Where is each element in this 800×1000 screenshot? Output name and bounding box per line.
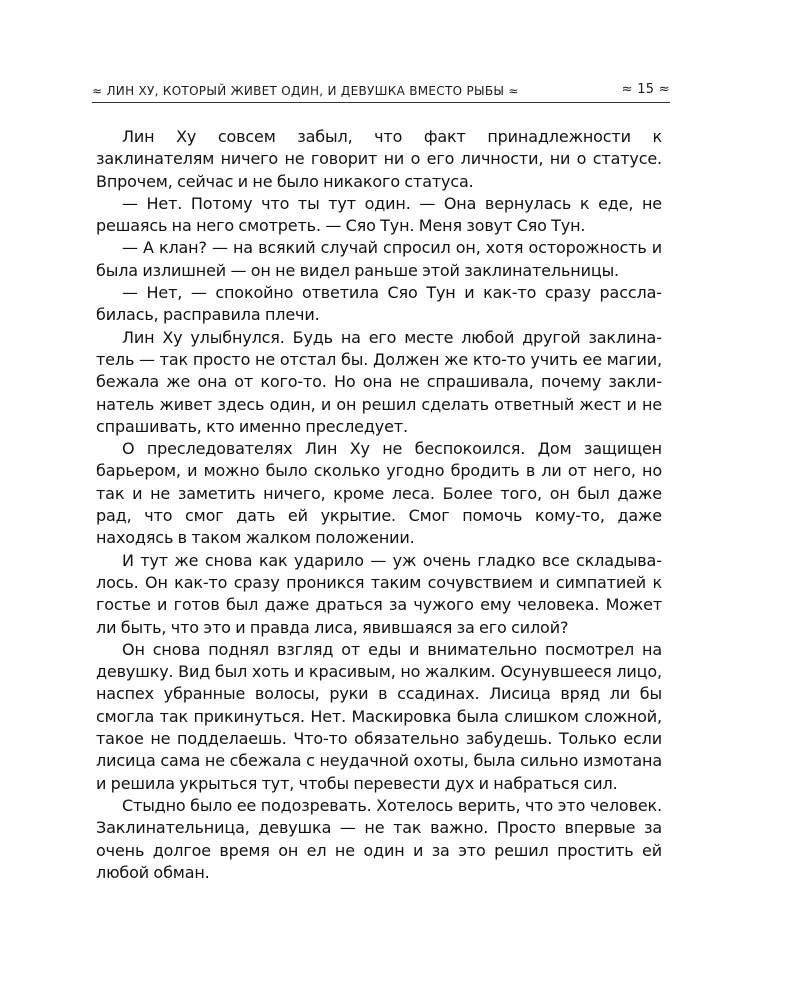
paragraph: — А клан? — на всякий случай спросил он, хотя осторожность и была излишней — он не видел раньше этой заклинательницы. (96, 238, 662, 280)
running-header (92, 80, 670, 104)
paragraph: О преследователях Лин Ху не беспокоился. Дом защищен барьером, и можно было сколько угодно бродить в ли от него, но так и не заметить ничего, кроме леса. Более того, он был даже рад, что смог дать ей укрытие. Смог помочь кому-то, даже находясь в таком жалком положении. (96, 439, 662, 548)
paragraph: И тут же снова как ударило — уж очень гладко все складывалось. Он как-то сразу проникся таким сочувствием и симпатией к гостье и готов был даже драться за чужого ему человека. Может ли быть, что это и правда лиса, явившаяся за его силой? (96, 550, 662, 637)
paragraph: Лин Ху совсем забыл, что факт принадлежности к заклинателям ничего не говорит ни о его личности, ни о статусе. Впрочем, сейчас и не было никакого статуса. (96, 127, 662, 191)
paragraph: Стыдно было ее подозревать. Хотелось верить, что это человек. Заклинательница, девушка — не так важно. Просто впервые за очень долгое время он ел не один и за это решил простить ей любой обман. (96, 795, 662, 882)
paragraph: Он снова поднял взгляд от еды и внимательно посмотрел на девушку. Вид был хоть и красивым, но жалким. Осунувшееся лицо, наспех убранные волосы, руки в ссадинах. Лисица вряд ли бы смогла так прикинуться. Нет. Маскировка была слишком сложной, такое не подделаешь. Что-то обязательно забудешь. Только если лисица сама не сбежала с неудачной охоты, была сильно измотана и решила укрыться тут, чтобы перевести дух и набраться сил. (96, 639, 662, 793)
paragraph: — Нет. Потому что ты тут один. — Она вернулась к еде, не решаясь на него смотреть. — Сяо Тун. Меня зовут Сяо Тун. (96, 193, 662, 236)
header-rule (92, 102, 670, 103)
chapter-title: ≈ ЛИН ХУ, КОТОРЫЙ ЖИВЕТ ОДИН, И ДЕВУШКА ВМЕСТО РЫБЫ ≈ (92, 84, 519, 98)
body-text (96, 126, 662, 884)
page-number: ≈ 15 ≈ (621, 82, 670, 97)
paragraph: — Нет, — спокойно ответила Сяо Тун и как-то сразу расслабилась, расправила плечи. (96, 283, 662, 325)
paragraph: Лин Ху улыбнулся. Будь на его месте любой другой заклинатель — так просто не отстал бы. Должен же кто-то учить ее магии, бежала же она от кого-то. Но она не спрашивала, почему заклинатель живет здесь один, и он решил сделать ответный жест и не спрашивать, кто именно преследует. (96, 327, 662, 436)
